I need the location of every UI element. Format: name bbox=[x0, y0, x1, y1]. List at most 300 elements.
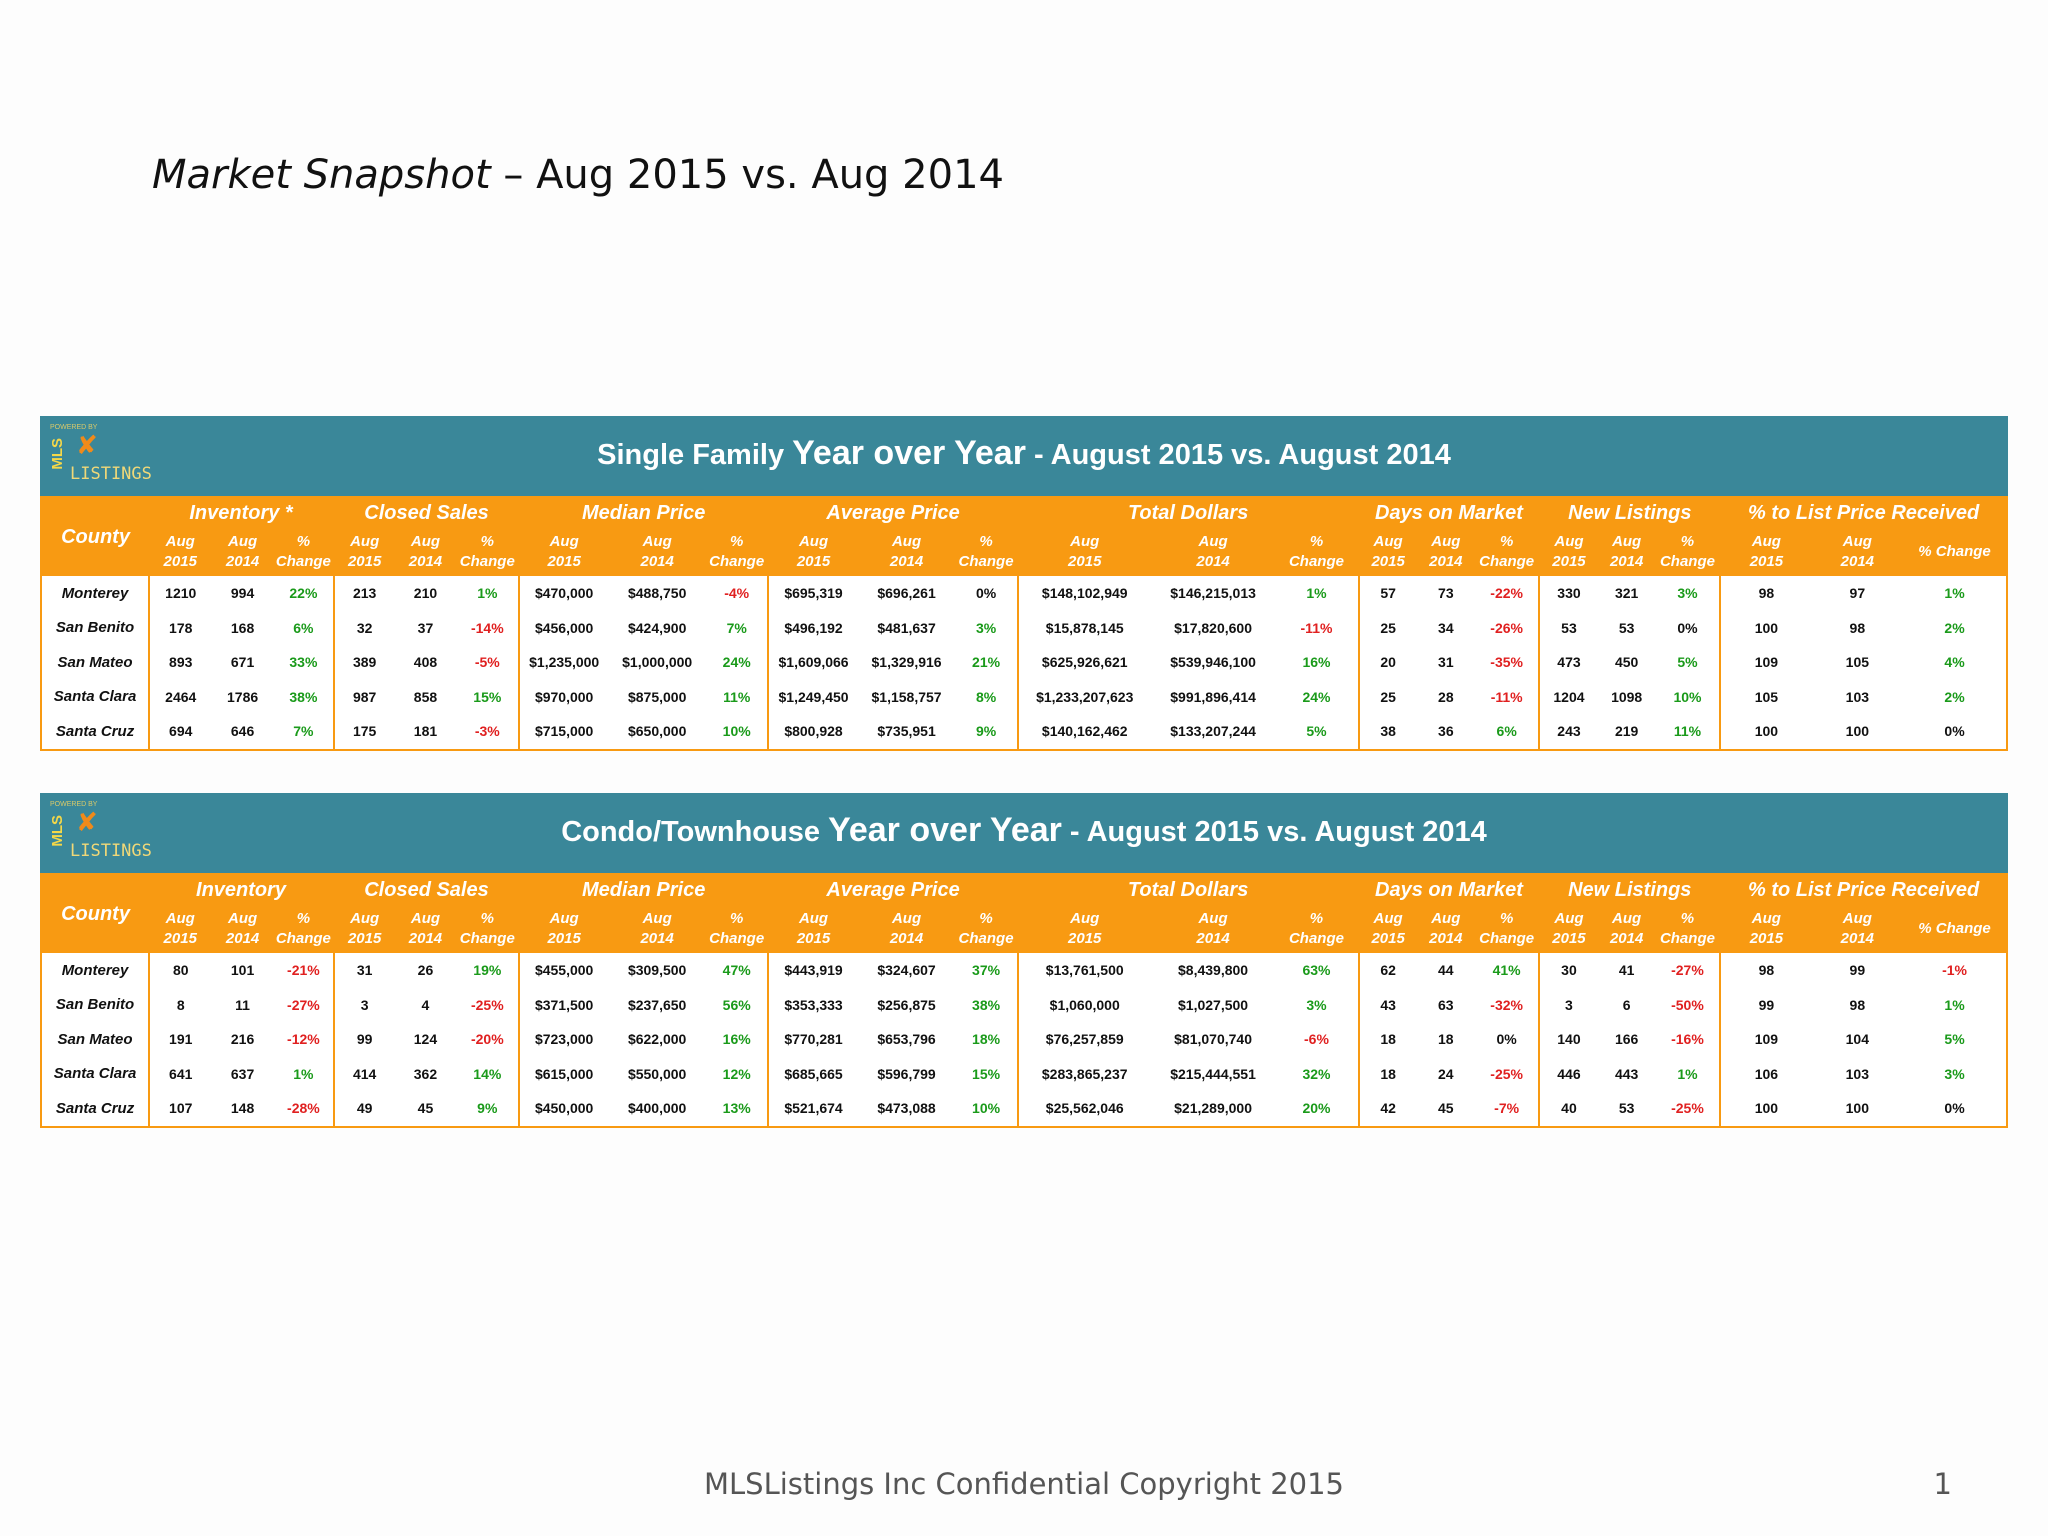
sub-header bbox=[1417, 528, 1475, 576]
page-number: 1 bbox=[1933, 1467, 1952, 1501]
sub-header-pct: % bbox=[1680, 533, 1695, 550]
table-cell: 1% bbox=[1903, 988, 2007, 1023]
table-cell: 12% bbox=[706, 1057, 768, 1092]
table-cell: 15% bbox=[457, 680, 519, 715]
sub-header-change: Change bbox=[459, 553, 515, 570]
table-cell: 11 bbox=[211, 988, 273, 1023]
group-header: Total Dollars bbox=[1018, 874, 1359, 905]
table-cell: 0% bbox=[1475, 1022, 1539, 1057]
sub-header-aug: Aug bbox=[1612, 910, 1642, 927]
table-cell: $81,070,740 bbox=[1151, 1022, 1276, 1057]
group-header: Closed Sales bbox=[334, 874, 519, 905]
table-cell: $473,088 bbox=[858, 1091, 956, 1127]
table-cell: $450,000 bbox=[519, 1091, 608, 1127]
county-name: San Mateo bbox=[41, 645, 149, 680]
sub-header-aug: Aug bbox=[1198, 910, 1228, 927]
table-cell: 37% bbox=[955, 953, 1017, 988]
table-cell: 3% bbox=[1275, 988, 1358, 1023]
sub-header-year: 2014 bbox=[640, 553, 674, 570]
table-cell: 21% bbox=[955, 645, 1017, 680]
sub-header-year: 2014 bbox=[225, 930, 260, 947]
table-cell: 181 bbox=[394, 714, 456, 750]
sub-header-pct-change: % Change bbox=[1918, 543, 1991, 560]
sub-header bbox=[457, 528, 519, 576]
sub-header-pct: % bbox=[1309, 910, 1324, 927]
sub-header-aug: Aug bbox=[1554, 533, 1584, 550]
table-cell: $283,865,237 bbox=[1018, 1057, 1151, 1092]
table-cell: 148 bbox=[211, 1091, 273, 1127]
sub-header bbox=[1359, 905, 1417, 953]
sub-header bbox=[1018, 528, 1151, 576]
table-cell: $21,289,000 bbox=[1151, 1091, 1276, 1127]
table-cell: $970,000 bbox=[519, 680, 608, 715]
table-cell: -25% bbox=[457, 988, 519, 1023]
sub-header bbox=[211, 528, 273, 576]
sub-header bbox=[858, 528, 956, 576]
table-row bbox=[41, 645, 2007, 680]
table-cell: 3% bbox=[1903, 1057, 2007, 1092]
group-header: Total Dollars bbox=[1018, 497, 1359, 528]
table-cell: $15,878,145 bbox=[1018, 611, 1151, 646]
table-cell: 994 bbox=[211, 576, 273, 611]
table-cell: 100 bbox=[1720, 611, 1811, 646]
sub-header-pct: % bbox=[480, 533, 494, 550]
table-cell: $1,609,066 bbox=[768, 645, 857, 680]
table-cell: $443,919 bbox=[768, 953, 857, 988]
table-cell: 168 bbox=[211, 611, 273, 646]
table-cell: 3% bbox=[1656, 576, 1720, 611]
sub-header-year: 2014 bbox=[408, 930, 443, 947]
table-cell: 6 bbox=[1598, 988, 1656, 1023]
table-cell: 73 bbox=[1417, 576, 1475, 611]
table-cell: 646 bbox=[211, 714, 273, 750]
sub-header-change: Change bbox=[1288, 553, 1344, 570]
table-cell: $735,951 bbox=[858, 714, 956, 750]
table-cell: 7% bbox=[706, 611, 768, 646]
table-cell: 98 bbox=[1812, 611, 1903, 646]
table-cell: 5% bbox=[1656, 645, 1720, 680]
table-cell: -26% bbox=[1475, 611, 1539, 646]
table-cell: $25,562,046 bbox=[1018, 1091, 1151, 1127]
table-cell: 473 bbox=[1539, 645, 1597, 680]
page-title-rest: – Aug 2015 vs. Aug 2014 bbox=[490, 152, 1004, 198]
sub-header-year: 2015 bbox=[1371, 930, 1405, 947]
table-cell: $1,027,500 bbox=[1151, 988, 1276, 1023]
table-cell: $800,928 bbox=[768, 714, 857, 750]
table-cell: 216 bbox=[211, 1022, 273, 1057]
table-cell: 16% bbox=[706, 1022, 768, 1057]
table-cell: 19% bbox=[457, 953, 519, 988]
table-row bbox=[41, 988, 2007, 1023]
table-cell: 389 bbox=[334, 645, 394, 680]
sub-header-pct-change: % Change bbox=[1918, 920, 1991, 937]
table-cell: $1,000,000 bbox=[608, 645, 706, 680]
table-cell: -21% bbox=[274, 953, 334, 988]
table-title-big: Year over Year bbox=[792, 434, 1026, 472]
sub-header-pct: % bbox=[730, 910, 744, 927]
table-cell: 41% bbox=[1475, 953, 1539, 988]
logo-swoosh-icon: ✘ bbox=[76, 807, 98, 837]
table-cell: $470,000 bbox=[519, 576, 608, 611]
table-cell: 25 bbox=[1359, 680, 1417, 715]
sub-header-year: 2015 bbox=[547, 553, 581, 570]
sub-header-aug: Aug bbox=[1198, 533, 1228, 550]
table-title bbox=[40, 430, 2008, 473]
sub-header-pct: % bbox=[1309, 533, 1324, 550]
sub-header bbox=[274, 905, 334, 953]
table-cell: 1786 bbox=[211, 680, 273, 715]
table-cell: 32 bbox=[334, 611, 394, 646]
table-cell: 5% bbox=[1275, 714, 1358, 750]
sub-header-pct: % bbox=[730, 533, 744, 550]
sub-header-year: 2014 bbox=[640, 930, 674, 947]
sub-header bbox=[1720, 528, 1811, 576]
table-cell: $715,000 bbox=[519, 714, 608, 750]
table-cell: 1098 bbox=[1598, 680, 1656, 715]
sub-header-year: 2014 bbox=[1429, 930, 1463, 947]
sub-header bbox=[1151, 905, 1276, 953]
table-cell: $723,000 bbox=[519, 1022, 608, 1057]
table-cell: 243 bbox=[1539, 714, 1597, 750]
logo-powered-text: POWERED BY bbox=[50, 801, 98, 808]
table-cell: 37 bbox=[394, 611, 456, 646]
table-cell: 1% bbox=[1275, 576, 1358, 611]
county-name: San Benito bbox=[41, 611, 149, 646]
group-header: % to List Price Received bbox=[1720, 874, 2007, 905]
sub-header-year: 2014 bbox=[889, 553, 924, 570]
sub-header-aug: Aug bbox=[891, 910, 922, 927]
table-cell: -12% bbox=[274, 1022, 334, 1057]
sub-header bbox=[1598, 905, 1656, 953]
sub-header-year: 2015 bbox=[347, 930, 382, 947]
table-cell: 98 bbox=[1720, 576, 1811, 611]
sub-header-pct: % bbox=[1499, 533, 1514, 550]
table-cell: 7% bbox=[274, 714, 334, 750]
table-cell: 99 bbox=[334, 1022, 394, 1057]
table-cell: -32% bbox=[1475, 988, 1539, 1023]
table-cell: 53 bbox=[1539, 611, 1597, 646]
table-cell: 53 bbox=[1598, 611, 1656, 646]
table-cell: 0% bbox=[955, 576, 1017, 611]
table-cell: 24% bbox=[1275, 680, 1358, 715]
table-cell: $140,162,462 bbox=[1018, 714, 1151, 750]
table-title-part-b: - August 2015 vs. August 2014 bbox=[1025, 439, 1451, 471]
sub-header-row bbox=[41, 528, 2007, 576]
table-cell: 20% bbox=[1275, 1091, 1358, 1127]
group-header: Median Price bbox=[519, 874, 768, 905]
sub-header bbox=[519, 905, 608, 953]
table-cell: 49 bbox=[334, 1091, 394, 1127]
sub-header bbox=[519, 528, 608, 576]
table-cell: 362 bbox=[394, 1057, 456, 1092]
table-cell: 10% bbox=[706, 714, 768, 750]
table-cell: 637 bbox=[211, 1057, 273, 1092]
table-cell: 34 bbox=[1417, 611, 1475, 646]
table-cell: 63% bbox=[1275, 953, 1358, 988]
table-cell: -25% bbox=[1475, 1057, 1539, 1092]
table-cell: -7% bbox=[1475, 1091, 1539, 1127]
table-cell: 1204 bbox=[1539, 680, 1597, 715]
sub-header-year: 2015 bbox=[1749, 930, 1784, 947]
sub-header bbox=[706, 528, 768, 576]
table-cell: 443 bbox=[1598, 1057, 1656, 1092]
table-cell: 2% bbox=[1903, 611, 2007, 646]
sub-header-year: 2014 bbox=[1196, 553, 1230, 570]
table-cell: 103 bbox=[1812, 1057, 1903, 1092]
table-cell: 100 bbox=[1812, 714, 1903, 750]
sub-header-year: 2015 bbox=[1068, 930, 1102, 947]
table-cell: 101 bbox=[211, 953, 273, 988]
sub-header bbox=[1903, 528, 2007, 576]
sub-header bbox=[1275, 905, 1358, 953]
table-cell: $625,926,621 bbox=[1018, 645, 1151, 680]
table-cell: 3 bbox=[334, 988, 394, 1023]
table-cell: 30 bbox=[1539, 953, 1597, 988]
table-cell: $596,799 bbox=[858, 1057, 956, 1092]
table-cell: $653,796 bbox=[858, 1022, 956, 1057]
table-cell: 321 bbox=[1598, 576, 1656, 611]
table-cell: -35% bbox=[1475, 645, 1539, 680]
table-cell: -4% bbox=[706, 576, 768, 611]
table-cell: $550,000 bbox=[608, 1057, 706, 1092]
table-cell: $1,235,000 bbox=[519, 645, 608, 680]
sub-header-year: 2015 bbox=[163, 553, 197, 570]
logo-swoosh-icon: ✘ bbox=[76, 430, 98, 460]
table-cell: 98 bbox=[1812, 988, 1903, 1023]
sub-header-year: 2014 bbox=[1196, 930, 1230, 947]
table-cell: 104 bbox=[1812, 1022, 1903, 1057]
table-cell: 6% bbox=[1475, 714, 1539, 750]
table-cell: 8 bbox=[149, 988, 211, 1023]
table-cell: $496,192 bbox=[768, 611, 857, 646]
table-cell: 858 bbox=[394, 680, 456, 715]
table-cell: $696,261 bbox=[858, 576, 956, 611]
sub-header-aug: Aug bbox=[1554, 910, 1584, 927]
table-cell: 100 bbox=[1812, 1091, 1903, 1127]
sub-header-year: 2014 bbox=[889, 930, 924, 947]
sub-header bbox=[1539, 905, 1597, 953]
sub-header-row bbox=[41, 905, 2007, 953]
table-cell: 213 bbox=[334, 576, 394, 611]
table-cell: $1,329,916 bbox=[858, 645, 956, 680]
sub-header-pct: % bbox=[1680, 910, 1695, 927]
table-cell: $13,761,500 bbox=[1018, 953, 1151, 988]
table-cell: $1,060,000 bbox=[1018, 988, 1151, 1023]
table-cell: $1,249,450 bbox=[768, 680, 857, 715]
sub-header-aug: Aug bbox=[1070, 533, 1100, 550]
table-cell: 408 bbox=[394, 645, 456, 680]
table-cell: $481,637 bbox=[858, 611, 956, 646]
table-cell: 56% bbox=[706, 988, 768, 1023]
sub-header-year: 2014 bbox=[225, 553, 260, 570]
table-cell: 106 bbox=[1720, 1057, 1811, 1092]
market-table bbox=[40, 496, 2008, 751]
table-cell: -11% bbox=[1275, 611, 1358, 646]
table-cell: 4 bbox=[394, 988, 456, 1023]
table-cell: 47% bbox=[706, 953, 768, 988]
table-title-part-a: Condo/Townhouse bbox=[561, 816, 829, 848]
table-cell: 36 bbox=[1417, 714, 1475, 750]
table-cell: $650,000 bbox=[608, 714, 706, 750]
sub-header-aug: Aug bbox=[1070, 910, 1100, 927]
table-cell: 41 bbox=[1598, 953, 1656, 988]
table-cell: $133,207,244 bbox=[1151, 714, 1276, 750]
table-cell: 63 bbox=[1417, 988, 1475, 1023]
sub-header-change: Change bbox=[275, 930, 331, 947]
page-title-italic: Market Snapshot bbox=[152, 152, 491, 198]
table-cell: $400,000 bbox=[608, 1091, 706, 1127]
sub-header-year: 2014 bbox=[1609, 553, 1644, 570]
table-cell: 893 bbox=[149, 645, 211, 680]
group-header: Average Price bbox=[768, 874, 1017, 905]
table-cell: 3% bbox=[955, 611, 1017, 646]
table-cell: -14% bbox=[457, 611, 519, 646]
sub-header-year: 2015 bbox=[163, 930, 197, 947]
sub-header-aug: Aug bbox=[1751, 533, 1781, 550]
table-cell: 210 bbox=[394, 576, 456, 611]
table-cell: 109 bbox=[1720, 645, 1811, 680]
table-cell: $456,000 bbox=[519, 611, 608, 646]
sub-header bbox=[768, 528, 857, 576]
sub-header bbox=[1812, 905, 1903, 953]
sub-header bbox=[955, 528, 1017, 576]
condo-townhouse-panel bbox=[40, 793, 2008, 1128]
sub-header bbox=[334, 905, 394, 953]
sub-header-aug: Aug bbox=[227, 910, 258, 927]
logo-mls-text: MLS bbox=[49, 815, 66, 847]
table-cell: 22% bbox=[274, 576, 334, 611]
table-cell: 414 bbox=[334, 1057, 394, 1092]
group-header: New Listings bbox=[1539, 497, 1720, 528]
sub-header-year: 2015 bbox=[547, 930, 581, 947]
table-cell: 20 bbox=[1359, 645, 1417, 680]
sub-header-year: 2014 bbox=[408, 553, 443, 570]
sub-header bbox=[274, 528, 334, 576]
table-cell: 45 bbox=[394, 1091, 456, 1127]
group-header: Inventory bbox=[149, 874, 334, 905]
sub-header-aug: Aug bbox=[165, 533, 195, 550]
table-cell: $17,820,600 bbox=[1151, 611, 1276, 646]
table-cell: 109 bbox=[1720, 1022, 1811, 1057]
table-cell: 16% bbox=[1275, 645, 1358, 680]
table-cell: 1210 bbox=[149, 576, 211, 611]
table-cell: -1% bbox=[1903, 953, 2007, 988]
table-cell: 14% bbox=[457, 1057, 519, 1092]
table-cell: 1% bbox=[1903, 576, 2007, 611]
table-cell: 1% bbox=[274, 1057, 334, 1092]
sub-header bbox=[1151, 528, 1276, 576]
sub-header bbox=[394, 905, 456, 953]
sub-header-year: 2014 bbox=[1429, 553, 1463, 570]
table-cell: 40 bbox=[1539, 1091, 1597, 1127]
sub-header-pct: % bbox=[296, 533, 311, 550]
table-cell: 1% bbox=[1656, 1057, 1720, 1092]
footer-copyright: MLSListings Inc Confidential Copyright 2015 bbox=[703, 1467, 1344, 1501]
table-cell: $237,650 bbox=[608, 988, 706, 1023]
table-cell: -28% bbox=[274, 1091, 334, 1127]
table-row bbox=[41, 953, 2007, 988]
table-cell: 0% bbox=[1903, 714, 2007, 750]
table-cell: 671 bbox=[211, 645, 273, 680]
table-cell: $685,665 bbox=[768, 1057, 857, 1092]
table-cell: 219 bbox=[1598, 714, 1656, 750]
sub-header bbox=[211, 905, 273, 953]
county-name: San Mateo bbox=[41, 1022, 149, 1057]
table-cell: -11% bbox=[1475, 680, 1539, 715]
sub-header-aug: Aug bbox=[549, 910, 579, 927]
sub-header-aug: Aug bbox=[1373, 533, 1403, 550]
sub-header-pct: % bbox=[1499, 910, 1514, 927]
table-cell: $770,281 bbox=[768, 1022, 857, 1057]
sub-header bbox=[706, 905, 768, 953]
table-cell: 9% bbox=[955, 714, 1017, 750]
table-cell: -25% bbox=[1656, 1091, 1720, 1127]
table-row bbox=[41, 1057, 2007, 1092]
sub-header-aug: Aug bbox=[642, 533, 672, 550]
sub-header-change: Change bbox=[1288, 930, 1344, 947]
sub-header-year: 2014 bbox=[1840, 553, 1875, 570]
table-title bbox=[40, 807, 2008, 850]
sub-header-pct: % bbox=[296, 910, 311, 927]
table-cell: $76,257,859 bbox=[1018, 1022, 1151, 1057]
sub-header-aug: Aug bbox=[410, 910, 441, 927]
table-cell: 1% bbox=[457, 576, 519, 611]
table-cell: 987 bbox=[334, 680, 394, 715]
sub-header bbox=[149, 905, 211, 953]
sub-header-year: 2015 bbox=[1749, 553, 1784, 570]
sub-header-change: Change bbox=[1659, 930, 1715, 947]
table-cell: -16% bbox=[1656, 1022, 1720, 1057]
county-name: Santa Clara bbox=[41, 1057, 149, 1092]
table-cell: 0% bbox=[1656, 611, 1720, 646]
table-banner bbox=[40, 793, 2008, 873]
sub-header-aug: Aug bbox=[1842, 533, 1872, 550]
table-cell: 18 bbox=[1359, 1022, 1417, 1057]
table-cell: $215,444,551 bbox=[1151, 1057, 1276, 1092]
table-cell: 0% bbox=[1903, 1091, 2007, 1127]
group-header: % to List Price Received bbox=[1720, 497, 2007, 528]
table-cell: 43 bbox=[1359, 988, 1417, 1023]
table-cell: 103 bbox=[1812, 680, 1903, 715]
group-header: Days on Market bbox=[1359, 874, 1540, 905]
sub-header-aug: Aug bbox=[410, 533, 441, 550]
table-cell: 28 bbox=[1417, 680, 1475, 715]
sub-header bbox=[1475, 528, 1539, 576]
table-cell: 45 bbox=[1417, 1091, 1475, 1127]
sub-header bbox=[1539, 528, 1597, 576]
table-cell: 53 bbox=[1598, 1091, 1656, 1127]
sub-header-change: Change bbox=[958, 930, 1014, 947]
table-cell: $424,900 bbox=[608, 611, 706, 646]
table-cell: $309,500 bbox=[608, 953, 706, 988]
sub-header-change: Change bbox=[1479, 930, 1535, 947]
table-cell: $455,000 bbox=[519, 953, 608, 988]
sub-header-year: 2014 bbox=[1609, 930, 1644, 947]
sub-header-aug: Aug bbox=[1431, 533, 1461, 550]
table-cell: 38% bbox=[955, 988, 1017, 1023]
table-row bbox=[41, 1022, 2007, 1057]
single-family-panel bbox=[40, 416, 2008, 751]
group-header: Inventory * bbox=[149, 497, 334, 528]
sub-header bbox=[608, 528, 706, 576]
table-cell: 3 bbox=[1539, 988, 1597, 1023]
table-cell: $8,439,800 bbox=[1151, 953, 1276, 988]
county-name: Santa Cruz bbox=[41, 714, 149, 750]
table-cell: -27% bbox=[274, 988, 334, 1023]
table-cell: 4% bbox=[1903, 645, 2007, 680]
table-cell: $521,674 bbox=[768, 1091, 857, 1127]
table-cell: $622,000 bbox=[608, 1022, 706, 1057]
